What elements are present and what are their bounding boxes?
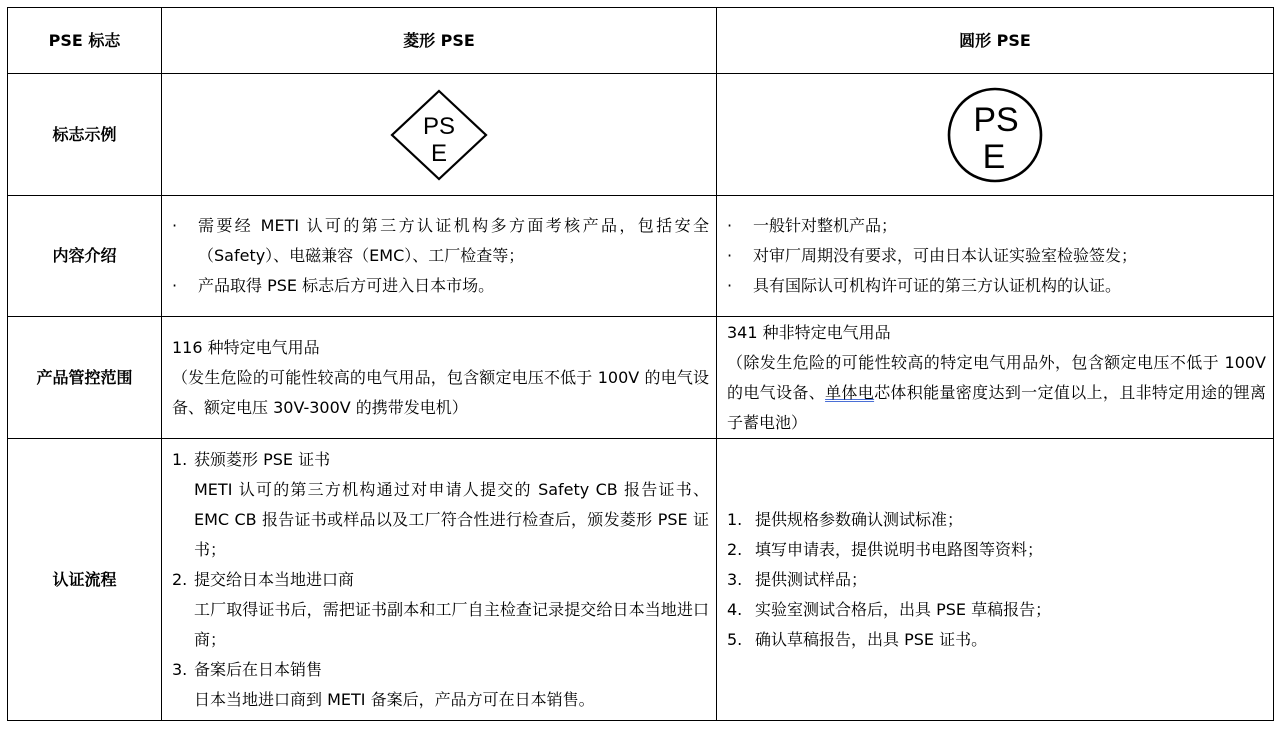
flow-step (172, 565, 709, 595)
scope-row (8, 317, 1274, 439)
step-number: 2. (172, 569, 188, 589)
circle-scope-cell (717, 317, 1274, 439)
step-number: 1. (727, 509, 743, 529)
list-item (727, 271, 1266, 301)
scope-desc-part2: 芯体积能量密度达到一定值以上，且非特定用途的锂离子蓄电池） (727, 382, 1266, 432)
header-pse-mark: PSE 标志 (8, 8, 162, 74)
list-item (727, 211, 1266, 241)
step-number: 2. (727, 539, 743, 559)
step-number: 4. (727, 599, 743, 619)
bullet: · (727, 246, 733, 265)
diamond-scope-cell (162, 317, 717, 439)
row-label-logo: 标志示例 (8, 74, 162, 196)
diamond-intro-cell (162, 196, 717, 317)
header-diamond-pse: 菱形 PSE (162, 8, 717, 74)
step-text: 确认草稿报告，出具 PSE 证书。 (755, 629, 988, 649)
diamond-logo-cell (162, 74, 717, 196)
list-item (172, 271, 709, 301)
step-number: 3. (727, 569, 743, 589)
flow-step (172, 655, 709, 685)
logo-row (8, 74, 1274, 196)
flow-row (8, 439, 1274, 721)
flow-step (727, 535, 1266, 565)
step-title: 获颁菱形 PSE 证书 (194, 449, 331, 469)
step-text: 填写申请表，提供说明书电路图等资料； (755, 539, 1044, 559)
bullet-text: 需要经 METI 认可的第三方认证机构多方面考核产品，包括安全（Safety）、电磁兼容（EMC）、工厂检查等； (198, 216, 709, 265)
diamond-mark-e: E (430, 139, 448, 167)
step-text: 实验室测试合格后，出具 PSE 草稿报告； (755, 599, 1052, 619)
row-label-scope: 产品管控范围 (8, 317, 162, 439)
bullet: · (172, 216, 178, 235)
step-text: 提供测试样品； (755, 569, 868, 589)
scope-title: 116 种特定电气用品 (172, 337, 320, 357)
intro-row (8, 196, 1274, 317)
step-desc: 日本当地进口商到 METI 备案后，产品方可在日本销售。 (194, 689, 595, 709)
circle-flow-cell (717, 439, 1274, 721)
step-number: 5. (727, 629, 743, 649)
circle-mark-e: E (982, 137, 1006, 176)
row-label-intro: 内容介绍 (8, 196, 162, 317)
list-item (172, 211, 709, 271)
scope-desc-underlined: 单体电 (825, 382, 875, 402)
flow-step (727, 565, 1266, 595)
header-row (8, 8, 1274, 74)
circle-logo-cell (717, 74, 1274, 196)
scope-title: 341 种非特定电气用品 (727, 322, 891, 342)
step-title: 提交给日本当地进口商 (194, 569, 355, 589)
circle-pse-mark-icon (945, 85, 1045, 185)
step-title: 备案后在日本销售 (194, 659, 323, 679)
flow-step (727, 505, 1266, 535)
diamond-flow-cell (162, 439, 717, 721)
circle-intro-cell (717, 196, 1274, 317)
bullet: · (727, 216, 733, 235)
step-text: 提供规格参数确认测试标准； (755, 509, 964, 529)
bullet-text: 具有国际认可机构许可证的第三方认证机构的认证。 (753, 276, 1122, 295)
flow-step (727, 625, 1266, 655)
bullet-text: 一般针对整机产品； (753, 216, 898, 235)
header-circle-pse: 圆形 PSE (717, 8, 1274, 74)
scope-desc-part1: （除发生危险的可能性较高的特定电气用品外，包含额定电压不低于 100V 的电气设备、 (727, 352, 1266, 402)
circle-mark-ps: PS (973, 100, 1019, 139)
bullet-text: 产品取得 PSE 标志后方可进入日本市场。 (198, 276, 495, 295)
diamond-mark-ps: PS (422, 112, 456, 140)
step-number: 3. (172, 659, 188, 679)
scope-desc: （发生危险的可能性较高的电气用品，包含额定电压不低于 100V 的电气设备、额定电压 30V-300V 的携带发电机） (172, 367, 709, 417)
bullet-text: 对审厂周期没有要求，可由日本认证实验室检验签发； (753, 246, 1138, 265)
flow-step (172, 445, 709, 475)
flow-step (727, 595, 1266, 625)
step-desc: METI 认可的第三方机构通过对申请人提交的 Safety CB 报告证书、EMC CB 报告证书或样品以及工厂符合性进行检查后，颁发菱形 PSE 证书； (194, 479, 709, 559)
bullet: · (727, 276, 733, 295)
pse-comparison-table (7, 7, 1274, 721)
diamond-pse-mark-icon (389, 89, 489, 181)
scope-desc (727, 348, 1266, 438)
row-label-flow: 认证流程 (8, 439, 162, 721)
list-item (727, 241, 1266, 271)
step-desc: 工厂取得证书后，需把证书副本和工厂自主检查记录提交给日本当地进口商； (194, 599, 709, 649)
step-number: 1. (172, 449, 188, 469)
bullet: · (172, 276, 178, 295)
